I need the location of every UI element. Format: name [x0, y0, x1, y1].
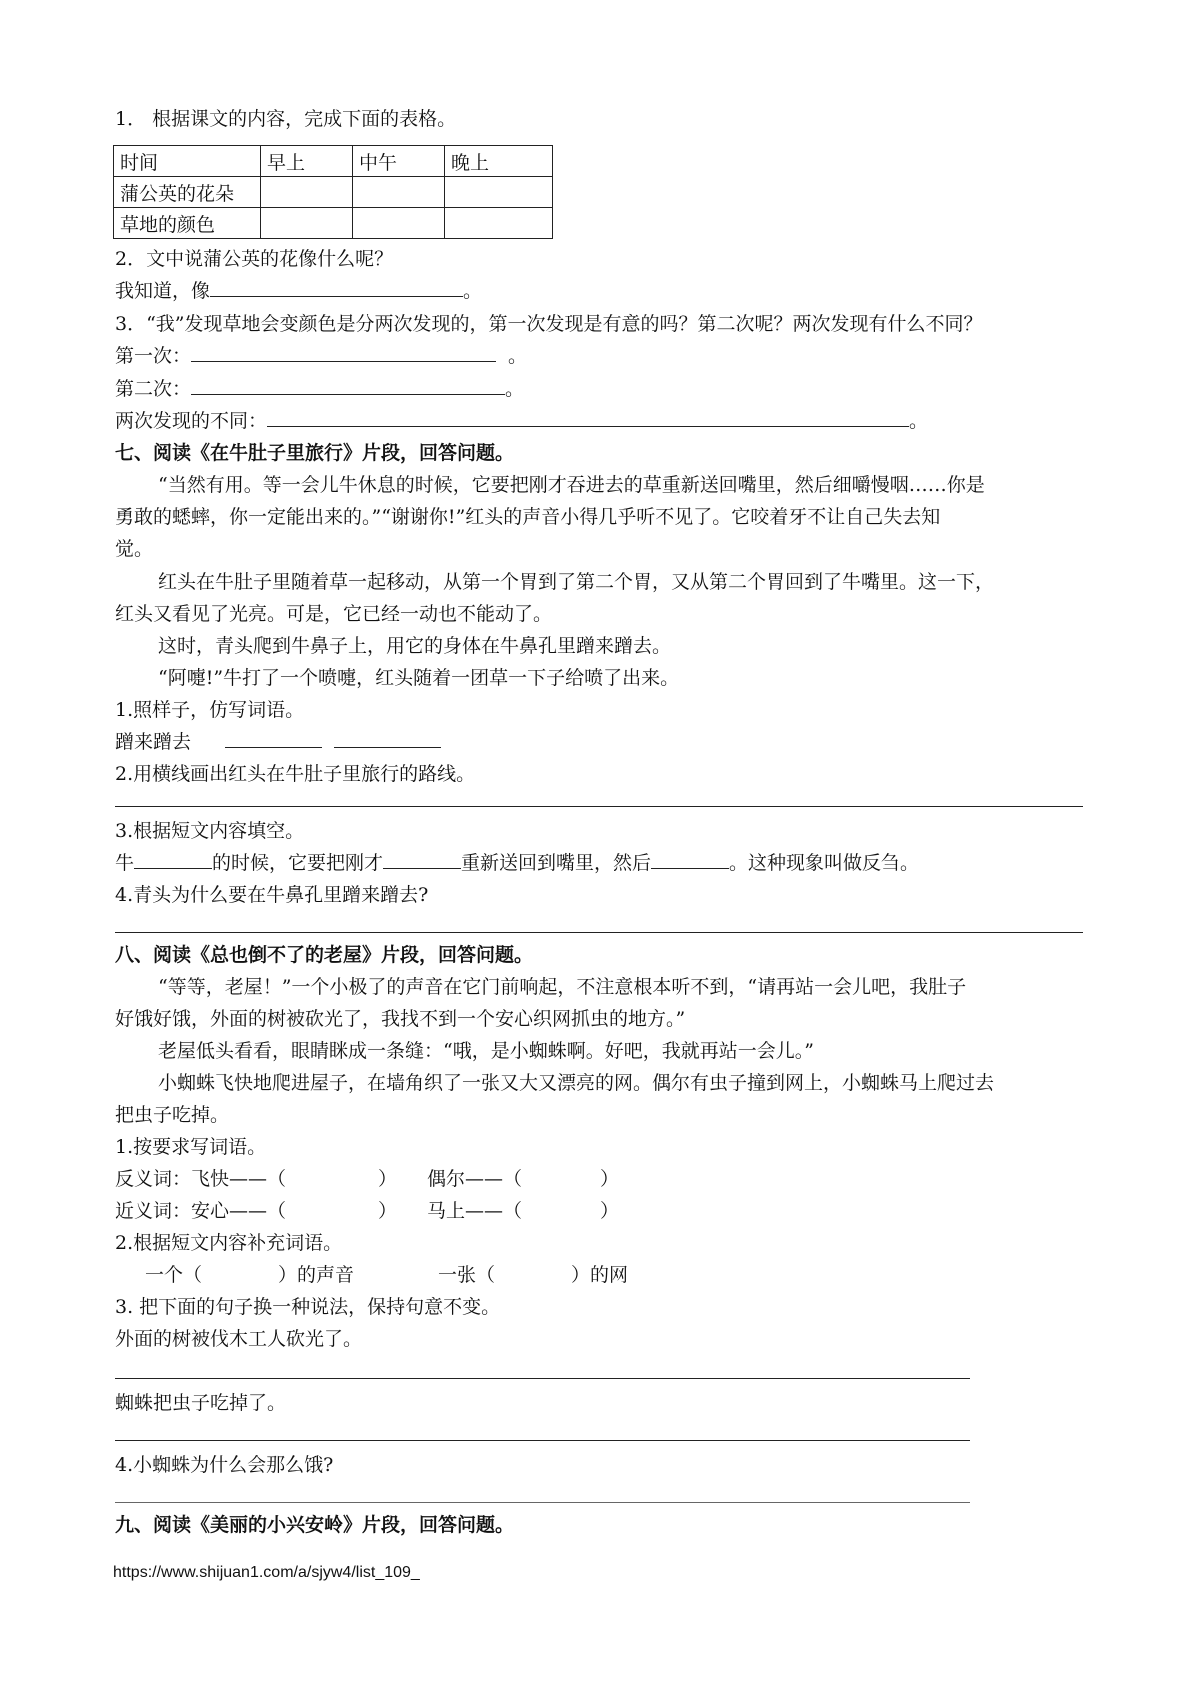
passage-line: 红头在牛肚子里随着草一起移动，从第一个胃到了第二个胃，又从第二个胃回到了牛嘴里。这一下，: [158, 571, 995, 593]
passage-line: “阿嚏!”牛打了一个喷嚏，红头随着一团草一下子给喷了出来。: [158, 667, 680, 689]
fill-text: ）的网: [571, 1264, 629, 1286]
answer-cell[interactable]: [353, 208, 445, 239]
fill-text: ）的声音: [278, 1264, 355, 1286]
close-paren: ）: [378, 1200, 398, 1222]
q6-2-prompt: 2．文中说蒲公英的花像什么呢？: [115, 248, 394, 270]
section-8-title: 八、阅读《总也倒不了的老屋》片段，回答问题。: [115, 944, 534, 966]
table-header-row: [114, 146, 553, 177]
period: 。: [505, 378, 525, 400]
answer-blank[interactable]: [225, 729, 322, 748]
table-row: [114, 177, 553, 208]
close-paren: ）: [600, 1200, 620, 1222]
s7-q2-prompt: 2.用横线画出红头在牛肚子里旅行的路线。: [115, 763, 476, 785]
synonym-word-2: 马上——（: [427, 1200, 523, 1222]
answer-cell[interactable]: [445, 208, 553, 239]
fill-text: 牛: [115, 852, 135, 874]
s8-q4-prompt: 4.小蜘蛛为什么会那么饿?: [115, 1454, 334, 1476]
answer-blank[interactable]: [191, 376, 505, 395]
table-cell: 时间: [114, 146, 261, 177]
period: 。: [508, 345, 528, 367]
answer-cell[interactable]: [353, 177, 445, 208]
answer-blank[interactable]: [134, 850, 212, 869]
passage-line: 勇敢的蟋蟀，你一定能出来的。”“谢谢你!”红头的声音小得几乎听不见了。它咬着牙不让自己失去知: [115, 506, 941, 528]
s8-q2-prompt: 2.根据短文内容补充词语。: [115, 1232, 343, 1254]
answer-cell[interactable]: [445, 177, 553, 208]
fill-text: 重新送回到嘴里，然后: [461, 852, 652, 874]
s8-q3-prompt: 3. 把下面的句子换一种说法，保持句意不变。: [115, 1296, 501, 1318]
second-time-line: [115, 376, 524, 402]
answer-line[interactable]: [115, 1440, 970, 1441]
sentence-2: 蜘蛛把虫子吃掉了。: [115, 1392, 287, 1414]
period: 。: [909, 410, 929, 432]
second-time-label: 第二次：: [115, 378, 192, 400]
section-7-title: 七、阅读《在牛肚子里旅行》片段，回答问题。: [115, 442, 515, 464]
fill-text: 。这种现象叫做反刍。: [729, 852, 920, 874]
q6-1-prompt: 1． 根据课文的内容，完成下面的表格。: [115, 108, 457, 130]
table-cell: 草地的颜色: [114, 208, 261, 239]
close-paren: ）: [600, 1168, 620, 1190]
answer-blank[interactable]: [334, 729, 441, 748]
answer-blank[interactable]: [383, 850, 461, 869]
q6-3-prompt: 3．“我”发现草地会变颜色是分两次发现的，第一次发现是有意的吗？第二次呢？两次发现有什么不同？: [115, 313, 983, 335]
answer-line[interactable]: [115, 1378, 970, 1379]
s7-q4-prompt: 4.青头为什么要在牛鼻孔里蹭来蹭去?: [115, 884, 429, 906]
footer-url[interactable]: https://www.shijuan1.com/a/sjyw4/list_109_: [113, 1564, 420, 1581]
table-row: [114, 208, 553, 239]
fill-text: 一个（: [145, 1264, 203, 1286]
answer-line[interactable]: [115, 1502, 970, 1503]
antonym-line: [115, 1166, 619, 1192]
table-cell: 晚上: [445, 146, 553, 177]
passage-line: 好饿好饿，外面的树被砍光了，我找不到一个安心织网抓虫的地方。”: [115, 1008, 686, 1030]
difference-label: 两次发现的不同：: [115, 410, 268, 432]
passage-line: 把虫子吃掉。: [115, 1104, 230, 1126]
period: 。: [463, 280, 483, 302]
answer-blank[interactable]: [210, 278, 463, 297]
passage-line: “当然有用。等一会儿牛休息的时候，它要把刚才吞进去的草重新送回嘴里，然后细嚼慢咽……你是: [158, 474, 985, 496]
q6-2-answer-line: [115, 278, 482, 304]
fill-text: 一张（: [438, 1264, 496, 1286]
synonym-label: 近义词：安心——（: [115, 1200, 287, 1222]
passage-line: 老屋低头看看，眼睛眯成一条缝：“哦，是小蜘蛛啊。好吧，我就再站一会儿。”: [158, 1040, 814, 1062]
answer-line[interactable]: [115, 806, 1083, 807]
table-cell: 蒲公英的花朵: [114, 177, 261, 208]
answer-cell[interactable]: [261, 177, 353, 208]
s7-q3-prompt: 3.根据短文内容填空。: [115, 820, 305, 842]
first-time-line: [115, 343, 527, 369]
answer-blank[interactable]: [267, 408, 909, 427]
example-word: 蹭来蹭去: [115, 731, 192, 753]
passage-line: 这时，青头爬到牛鼻子上，用它的身体在牛鼻孔里蹭来蹭去。: [158, 635, 672, 657]
difference-line: [115, 408, 928, 434]
s7-q3-fill-line: [115, 850, 919, 876]
passage-line: 觉。: [115, 538, 154, 560]
passage-line: 小蜘蛛飞快地爬进屋子，在墙角织了一张又大又漂亮的网。偶尔有虫子撞到网上，小蜘蛛马上爬过去: [158, 1072, 995, 1094]
fill-text: 的时候，它要把刚才: [212, 852, 384, 874]
close-paren: ）: [378, 1168, 398, 1190]
table-cell: 早上: [261, 146, 353, 177]
table-cell: 中午: [353, 146, 445, 177]
antonym-label: 反义词：飞快——（: [115, 1168, 287, 1190]
s8-q2-fill-line: [145, 1262, 628, 1288]
answer-blank[interactable]: [191, 343, 496, 362]
answer-blank[interactable]: [651, 850, 729, 869]
section-9-title: 九、阅读《美丽的小兴安岭》片段，回答问题。: [115, 1514, 515, 1536]
answer-cell[interactable]: [261, 208, 353, 239]
s8-q1-prompt: 1.按要求写词语。: [115, 1136, 267, 1158]
sentence-1: 外面的树被伐木工人砍光了。: [115, 1328, 363, 1350]
answer-prefix: 我知道，像: [115, 280, 211, 302]
passage-line: 红头又看见了光亮。可是，它已经一动也不能动了。: [115, 603, 553, 625]
antonym-word-2: 偶尔——（: [427, 1168, 523, 1190]
s7-q1-prompt: 1.照样子，仿写词语。: [115, 699, 305, 721]
passage-line: “等等，老屋！”一个小极了的声音在它门前响起，不注意根本听不到，“请再站一会儿吧，我肚子: [158, 976, 967, 998]
s7-q1-answer-line: [115, 729, 441, 755]
first-time-label: 第一次：: [115, 345, 192, 367]
synonym-line: [115, 1198, 619, 1224]
observation-table: [113, 145, 553, 239]
answer-line[interactable]: [115, 932, 1083, 933]
